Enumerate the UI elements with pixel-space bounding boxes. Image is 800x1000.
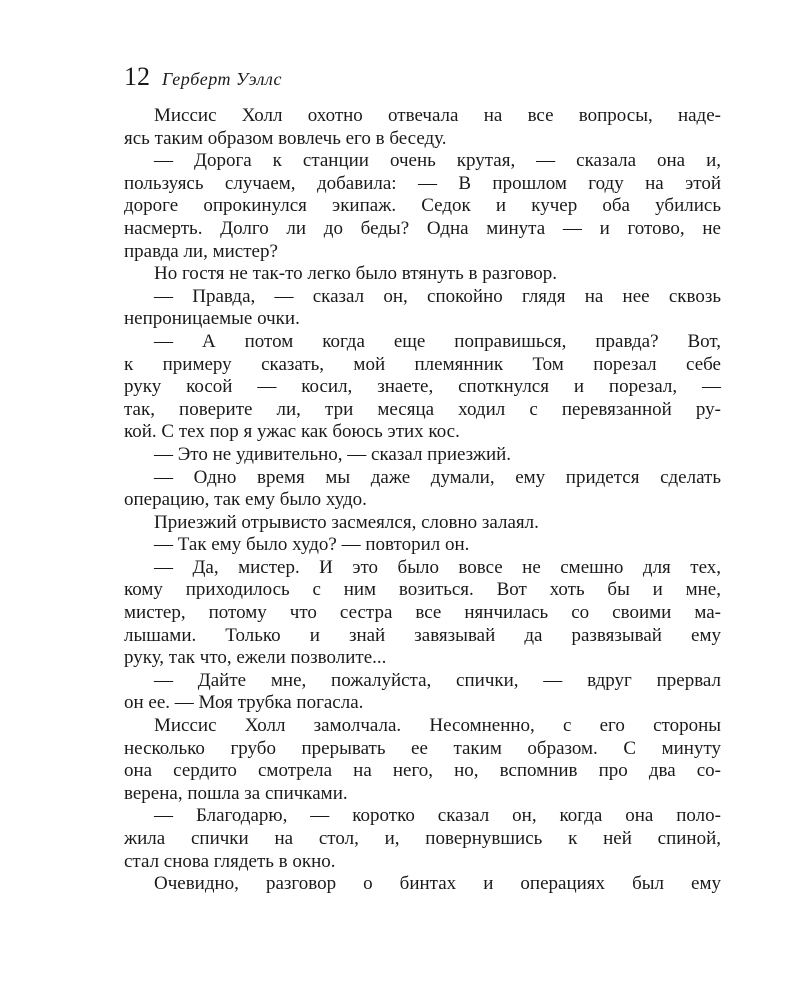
text-line: — Благодарю, — коротко сказал он, когда она поло- xyxy=(154,805,721,827)
text-line: — Дорога к станции очень крутая, — сказала она и, xyxy=(154,150,721,172)
text-line: руку косой — косил, знаете, споткнулся и порезал, — xyxy=(124,376,721,398)
text-line: правда ли, мистер? xyxy=(124,240,278,262)
text-line: так, поверите ли, три месяца ходил с перевязанной ру- xyxy=(124,398,721,420)
body-text xyxy=(124,105,721,896)
text-line: насмерть. Долго ли до беды? Одна минута — и готово, не xyxy=(124,217,721,239)
text-line: кой. С тех пор я ужас как боюсь этих кос. xyxy=(124,421,460,443)
text-line: — Так ему было худо? — повторил он. xyxy=(154,534,470,556)
text-line: он ее. — Моя трубка погасла. xyxy=(124,692,364,714)
page-number: 12 xyxy=(124,62,150,91)
text-line: — А потом когда еще поправишься, правда? Вот, xyxy=(154,330,721,352)
text-line: дороге опрокинулся экипаж. Седок и кучер оба убились xyxy=(124,195,721,217)
text-line: несколько грубо прерывать ее таким образом. С минуту xyxy=(124,737,721,759)
text-line: непроницаемые очки. xyxy=(124,308,300,330)
text-line: жила спички на стол, и, повернувшись к ней спиной, xyxy=(124,828,721,849)
text-line: Приезжий отрывисто засмеялся, словно залаял. xyxy=(154,511,539,533)
text-line: Но гостя не так-то легко было втянуть в разговор. xyxy=(154,263,558,285)
text-line: ясь таким образом вовлечь его в беседу. xyxy=(124,127,447,149)
text-line: — Это не удивительно, — сказал приезжий. xyxy=(154,443,512,465)
text-line: верена, пошла за спичками. xyxy=(124,782,348,804)
text-line: — Дайте мне, пожалуйста, спички, — вдруг прервал xyxy=(154,669,721,691)
running-head xyxy=(124,62,282,96)
text-line: пользуясь случаем, добавила: — В прошлом году на этой xyxy=(124,172,721,194)
text-line: к примеру сказать, мой племянник Том порезал себе xyxy=(124,353,721,375)
text-line: кому приходилось с ним возиться. Вот хоть бы и мне, xyxy=(124,579,721,601)
text-line: Миссис Холл замолчала. Несомненно, с его стороны xyxy=(154,715,721,737)
text-line: лышами. Только и знай завязывай да развязывай ему xyxy=(124,624,721,646)
text-line: Очевидно, разговор о бинтах и операциях был ему xyxy=(154,873,721,895)
text-line: — Одно время мы даже думали, ему придется сделать xyxy=(154,466,721,488)
text-line: операцию, так ему было худо. xyxy=(124,489,367,511)
text-line: мистер, потому что сестра все нянчилась со своими ма- xyxy=(124,602,721,624)
text-line: она сердито смотрела на него, но, вспомнив про два со- xyxy=(124,760,721,782)
text-line: стал снова глядеть в окно. xyxy=(124,850,336,872)
text-line: — Правда, — сказал он, спокойно глядя на нее сквозь xyxy=(154,285,721,307)
text-line: руку, так что, ежели позволите... xyxy=(124,647,387,669)
author-name: Герберт Уэллс xyxy=(162,69,283,89)
text-line: — Да, мистер. И это было вовсе не смешно для тех, xyxy=(154,556,721,578)
text-line: Миссис Холл охотно отвечала на все вопросы, наде- xyxy=(154,105,721,126)
